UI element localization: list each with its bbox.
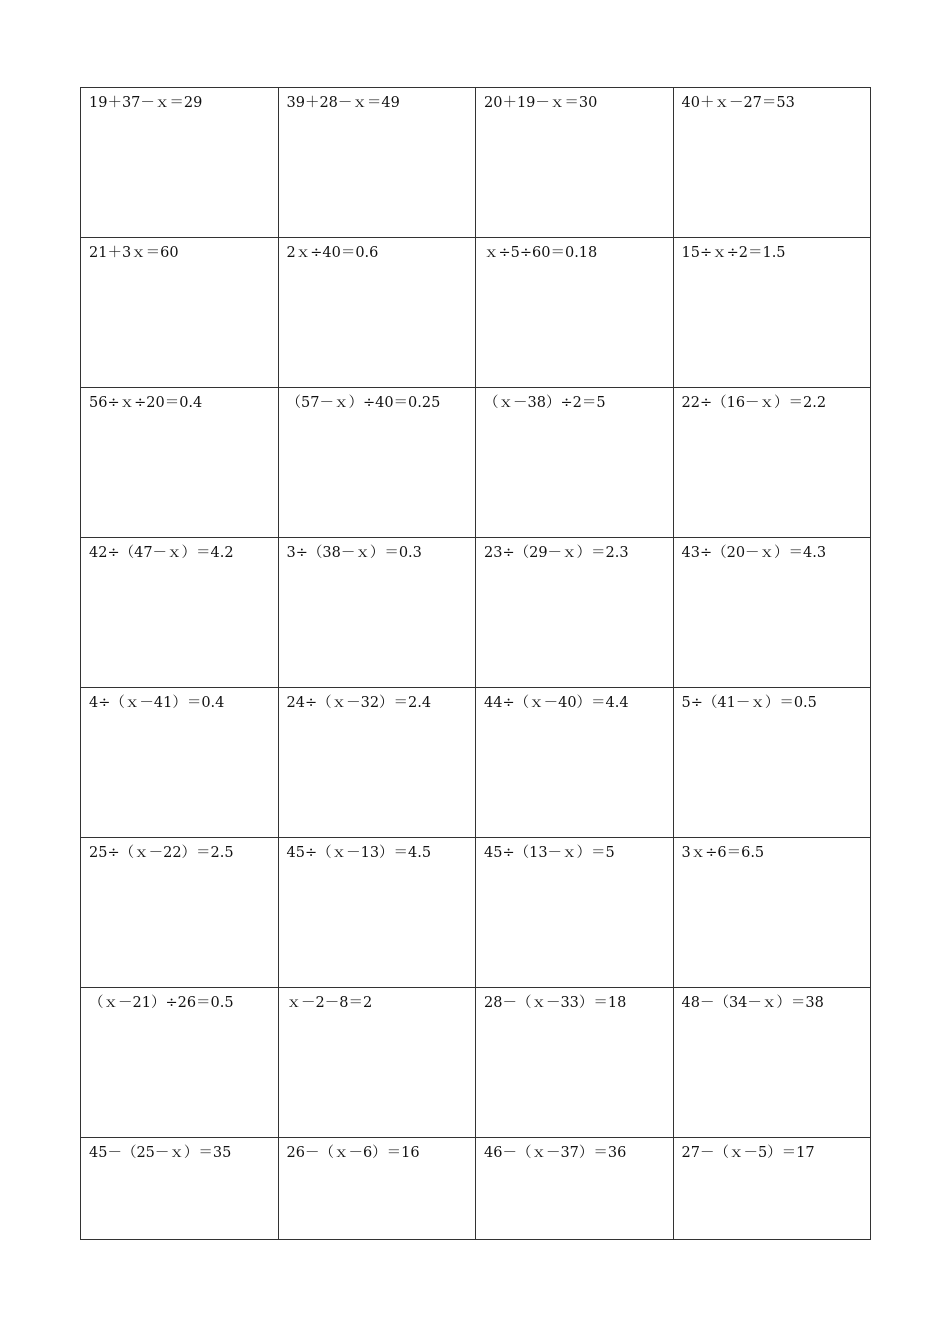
equation-text: 46－（ｘ－37）＝36 (484, 1145, 627, 1161)
equation-cell (278, 538, 476, 688)
worksheet-row (81, 538, 871, 688)
equation-cell (476, 1138, 674, 1240)
equation-text: （ｘ－38）÷2＝5 (484, 395, 606, 411)
equation-text: 45÷（13－ｘ）＝5 (484, 845, 615, 861)
equation-cell (81, 988, 279, 1138)
equation-cell (278, 838, 476, 988)
equation-text: ｘ－2－8＝2 (286, 995, 373, 1011)
equation-text: 26－（ｘ－6）＝16 (286, 1145, 420, 1161)
equation-text: （57－ｘ）÷40＝0.25 (286, 395, 441, 411)
equation-text: ｘ÷5÷60＝0.18 (484, 245, 598, 261)
equation-cell (673, 88, 871, 238)
equation-text: 56÷ｘ÷20＝0.4 (89, 395, 203, 411)
equation-text: 39＋28－ｘ＝49 (286, 95, 400, 111)
equation-cell (278, 988, 476, 1138)
equation-text: 3÷（38－ｘ）＝0.3 (286, 545, 422, 561)
equation-text: 23÷（29－ｘ）＝2.3 (484, 545, 629, 561)
equation-text: 45－（25－ｘ）＝35 (89, 1145, 232, 1161)
equation-cell (673, 1138, 871, 1240)
equation-text: 3ｘ÷6＝6.5 (681, 845, 765, 861)
equation-cell (81, 388, 279, 538)
equation-worksheet-table (80, 87, 871, 1240)
equation-cell (278, 238, 476, 388)
equation-cell (673, 688, 871, 838)
equation-cell (673, 538, 871, 688)
equation-text: 42÷（47－ｘ）＝4.2 (89, 545, 234, 561)
worksheet-row (81, 238, 871, 388)
equation-text: 19＋37－ｘ＝29 (89, 95, 203, 111)
equation-cell (476, 88, 674, 238)
equation-text: （ｘ－21）÷26＝0.5 (89, 995, 234, 1011)
equation-text: 24÷（ｘ－32）＝2.4 (286, 695, 432, 711)
equation-text: 45÷（ｘ－13）＝4.5 (286, 845, 432, 861)
equation-cell (476, 988, 674, 1138)
equation-text: 25÷（ｘ－22）＝2.5 (89, 845, 234, 861)
equation-cell (81, 238, 279, 388)
equation-cell (476, 838, 674, 988)
equation-text: 44÷（ｘ－40）＝4.4 (484, 695, 629, 711)
equation-text: 43÷（20－ｘ）＝4.3 (681, 545, 827, 561)
equation-text: 22÷（16－ｘ）＝2.2 (681, 395, 827, 411)
equation-cell (476, 388, 674, 538)
worksheet-row (81, 988, 871, 1138)
equation-cell (278, 688, 476, 838)
equation-text: 21＋3ｘ＝60 (89, 245, 179, 261)
equation-cell (278, 1138, 476, 1240)
equation-text: 28－（ｘ－33）＝18 (484, 995, 627, 1011)
equation-cell (476, 538, 674, 688)
worksheet-row (81, 88, 871, 238)
equation-cell (673, 238, 871, 388)
equation-cell (81, 538, 279, 688)
worksheet-row (81, 688, 871, 838)
equation-text: 2ｘ÷40＝0.6 (286, 245, 379, 261)
equation-cell (278, 88, 476, 238)
equation-cell (81, 1138, 279, 1240)
equation-text: 5÷（41－ｘ）＝0.5 (681, 695, 817, 711)
equation-text: 15÷ｘ÷2＝1.5 (681, 245, 786, 261)
equation-cell (673, 988, 871, 1138)
equation-text: 27－（ｘ－5）＝17 (681, 1145, 815, 1161)
equation-text: 40＋ｘ－27＝53 (681, 95, 795, 111)
equation-cell (476, 688, 674, 838)
equation-text: 48－（34－ｘ）＝38 (681, 995, 824, 1011)
equation-text: 4÷（ｘ－41）＝0.4 (89, 695, 225, 711)
equation-text: 20＋19－ｘ＝30 (484, 95, 598, 111)
equation-cell (81, 838, 279, 988)
equation-cell (673, 388, 871, 538)
equation-cell (278, 388, 476, 538)
worksheet-row (81, 1138, 871, 1240)
worksheet-row (81, 388, 871, 538)
equation-cell (673, 838, 871, 988)
equation-cell (81, 688, 279, 838)
equation-cell (81, 88, 279, 238)
equation-cell (476, 238, 674, 388)
worksheet-row (81, 838, 871, 988)
